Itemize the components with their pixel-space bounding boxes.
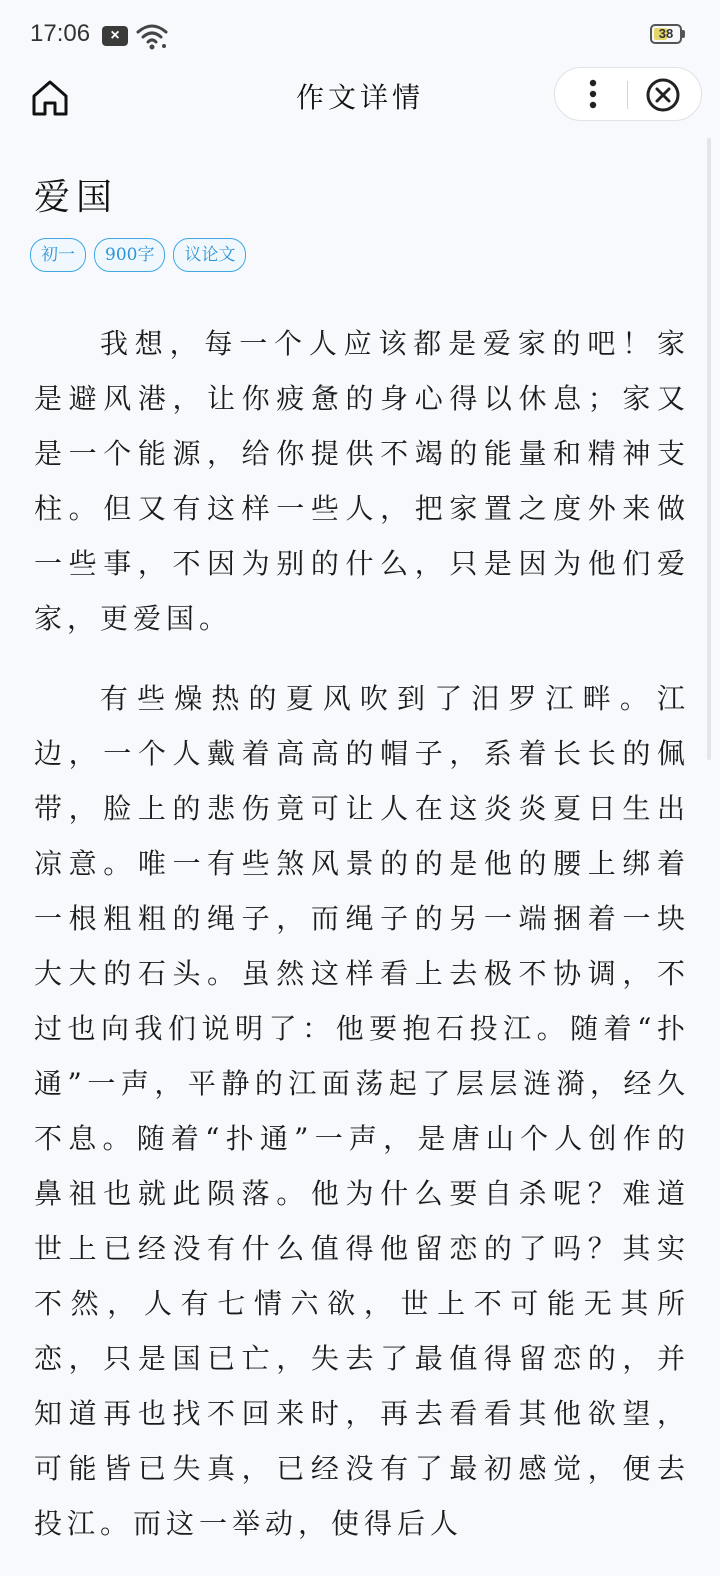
article-content[interactable] [0,138,720,1540]
close-notification-icon: × [102,26,128,46]
battery-tip [682,30,685,38]
mini-program-capsule [554,67,702,121]
tag-grade[interactable]: 初一 [30,238,86,272]
more-vertical-icon[interactable] [571,74,611,114]
tag-list [30,238,246,272]
close-circle-icon[interactable] [643,75,683,115]
paragraph: 有些燥热的夏风吹到了汨罗江畔。江边，一个人戴着高高的帽子，系着长长的佩带，脸上的悲伤竟可让人在这炎炎夏日生出凉意。唯一有些煞风景的的是他的腰上绑着一根粗粗的绳子，而绳子的另一端捆着一块大大的石头。虽然这样看上去极不协调，不过也向我们说明了：他要抱石投江。随着“扑通”一声，平静的江面荡起了层层涟漪，经久不息。随着“扑通”一声，是唐山个人创作的鼻祖也就此陨落。他为什么要自杀呢？难道世上已经没有什么值得他留恋的了吗？其实不然，人有七情六欲，世上不可能无其所恋，只是国已亡，失去了最值得留恋的，并知道再也找不回来时，再去看看其他欲望，可能皆已失真，已经没有了最初感觉，便去投江。而这一举动，使得后人 [34,682,690,1540]
nav-bar [0,70,720,128]
battery-icon [650,24,686,46]
wifi-icon [136,22,168,50]
page-title: 作文详情 [295,81,424,114]
status-time: 17:06 [30,20,91,47]
battery-level: 38 [658,26,674,41]
capsule-divider [627,81,628,109]
status-bar [0,0,720,70]
tag-genre[interactable]: 议论文 [173,238,246,272]
article-body [34,316,690,1576]
article-title: 爱国 [34,177,119,218]
tag-word-count[interactable]: 900字 [94,238,165,272]
home-icon[interactable] [28,76,72,120]
paragraph: 我想，每一个人应该都是爱家的吧！家是避风港，让你疲惫的身心得以休息；家又是一个能源，给你提供不竭的能量和精神支柱。但又有这样一些人，把家置之度外来做一些事，不因为别的什么，只是因为他们爱家，更爱国。 [34,327,690,635]
scrollbar[interactable] [707,138,711,760]
